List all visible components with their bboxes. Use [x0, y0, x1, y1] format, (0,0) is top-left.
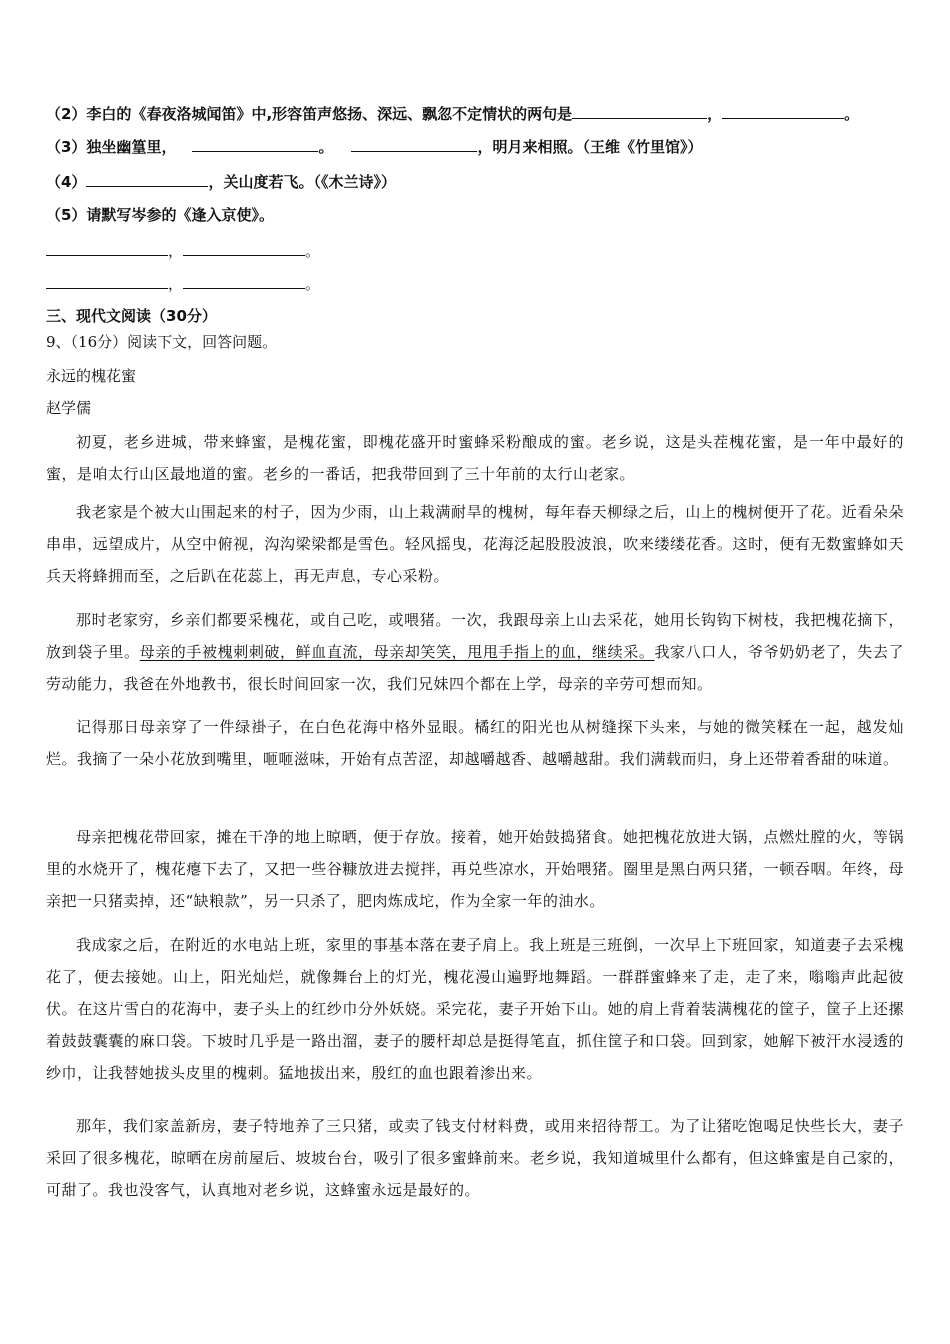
q2-separator: ， — [707, 105, 723, 123]
article-author: 赵学儒 — [46, 399, 92, 417]
article-paragraph-2: 我老家是个被大山围起来的村子，因为少雨，山上栽满耐旱的槐树，每年春天柳绿之后，山上的槐树便开了花。近看朵朵串串，远望成片，从空中俯视，沟沟梁梁都是雪色。轻风摇曳，花海泛起股股波浪，吹来缕缕花香。这时，便有无数蜜蜂如天兵天将蜂拥而至，之后趴在花蕊上，再无声息，专心采粉。 — [46, 503, 904, 585]
question-9: 9、（16分）阅读下文，回答问题。 — [46, 333, 278, 351]
q2-prefix: （2）李白的《春夜洛城闻笛》中,形容笛声悠扬、深远、飘忽不定情状的两句是 — [46, 105, 573, 123]
q3-mid: 。 — [318, 138, 334, 156]
p3-underlined-sentence: 母亲的手被槐刺刺破，鲜血直流，母亲却笑笑，甩甩手指上的血，继续采。 — [139, 643, 655, 661]
question-5: （5）请默写岑参的《逢入京使》。 — [46, 206, 274, 224]
q2-end: 。 — [844, 105, 860, 123]
p3-text-b: 我家八口人，爷爷奶奶老了，失去了劳动能力，我爸在外地教书，很长时间回家一次，我们兄妹四个都在上学，母亲的辛劳可想而知。 — [46, 643, 904, 693]
q5-line1-sep: ， — [168, 242, 184, 260]
q5-blank-2[interactable] — [183, 240, 305, 256]
question-3 — [46, 136, 702, 157]
q4-suffix: ，关山度若飞。（《木兰诗》） — [208, 173, 396, 191]
q3-blank-2[interactable] — [351, 136, 477, 152]
q2-blank-2[interactable] — [722, 103, 844, 119]
q5-line2-sep: ， — [168, 275, 184, 293]
article-paragraph-1: 初夏，老乡进城，带来蜂蜜，是槐花蜜，即槐花盛开时蜜蜂采粉酿成的蜜。老乡说，这是头茬槐花蜜，是一年中最好的蜜，是咱太行山区最地道的蜜。老乡的一番话，把我带回到了三十年前的太行山老家。 — [46, 433, 904, 483]
article-paragraph-7: 那年，我们家盖新房，妻子特地养了三只猪，或卖了钱支付材料费，或用来招待帮工。为了让猪吃饱喝足快些长大，妻子采回了很多槐花，晾晒在房前屋后、坡坡台台，吸引了很多蜜蜂前来。老乡说，我知道城里什么都有，但这蜂蜜是自己家的，可甜了。我也没客气，认真地对老乡说，这蜂蜜永远是最好的。 — [46, 1117, 904, 1199]
article-paragraph-5: 母亲把槐花带回家，摊在干净的地上晾晒，便于存放。接着，她开始鼓捣猪食。她把槐花放进大锅，点燃灶膛的火，等锅里的水烧开了，槐花瘪下去了，又把一些谷糠放进去搅拌，再兑些凉水，开始喂猪。圈里是黑白两只猪，一顿吞咽。年终，母亲把一只猪卖掉，还“缺粮款”，另一只杀了，肥肉炼成坨，作为全家一年的油水。 — [46, 828, 904, 910]
q5-line1-end: 。 — [305, 242, 321, 260]
q5-answer-line-2 — [46, 273, 320, 294]
q4-prefix: （4） — [46, 173, 87, 191]
question-4 — [46, 171, 396, 192]
article-paragraph-3 — [46, 604, 904, 700]
q5-line2-end: 。 — [305, 275, 321, 293]
q5-blank-4[interactable] — [183, 273, 305, 289]
q3-suffix: ，明月来相照。（王维《竹里馆》） — [477, 138, 703, 156]
q2-blank-1[interactable] — [572, 103, 707, 119]
q5-blank-3[interactable] — [46, 273, 168, 289]
question-2 — [46, 103, 859, 124]
q4-blank-1[interactable] — [86, 171, 208, 187]
q3-blank-1[interactable] — [192, 136, 318, 152]
q3-prefix: （3）独坐幽篁里， — [46, 138, 177, 156]
q5-answer-line-1 — [46, 240, 320, 261]
article-paragraph-4: 记得那日母亲穿了一件绿褂子，在白色花海中格外显眼。橘红的阳光也从树缝探下头来，与她的微笑糅在一起，越发灿烂。我摘了一朵小花放到嘴里，咂咂滋味，开始有点苦涩，却越嚼越香、越嚼越甜。我们满载而归，身上还带着香甜的味道。 — [46, 718, 904, 768]
p3-text-a: 那时老家穷，乡亲们都要采槐花，或自己吃，或喂猪。一次，我跟母亲上山去采花，她用长钩钩下树枝，我把槐花摘下，放到袋子里。 — [46, 611, 904, 661]
article-title: 永远的槐花蜜 — [46, 367, 137, 385]
section-3-title: 三、现代文阅读（30分） — [46, 307, 217, 325]
q5-blank-1[interactable] — [46, 240, 168, 256]
article-paragraph-6: 我成家之后，在附近的水电站上班，家里的事基本落在妻子肩上。我上班是三班倒，一次早上下班回家，知道妻子去采槐花了，便去接她。山上，阳光灿烂，就像舞台上的灯光，槐花漫山遍野地舞蹈。一群群蜜蜂来了走，走了来，嗡嗡声此起彼伏。在这片雪白的花海中，妻子头上的红纱巾分外妖娆。采完花，妻子开始下山。她的肩上背着装满槐花的筐子，筐子上还摞着鼓鼓囊囊的麻口袋。下坡时几乎是一路出溜，妻子的腰杆却总是挺得笔直，抓住筐子和口袋。回到家，她解下被汗水浸透的纱巾，让我替她拔头皮里的槐刺。猛地拔出来，殷红的血也跟着渗出来。 — [46, 936, 904, 1082]
